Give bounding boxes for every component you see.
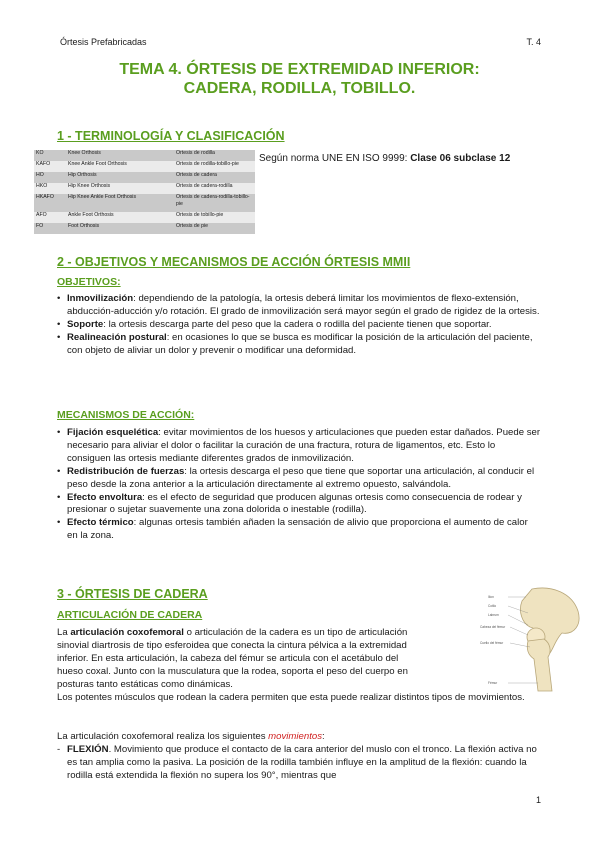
objetivos-heading: OBJETIVOS: (57, 276, 121, 288)
section2-heading: 2 - OBJETIVOS Y MECANISMOS DE ACCIÓN ÓRTESIS MMII (57, 255, 411, 269)
item-text: : dependiendo de la patología, la ortesis deberá limitar los movimientos de flexo-extensión, abducción-aducción y/o rotación. El grado de inmovilización será mayor según el grado de rigidez de la ortesis. (67, 293, 540, 317)
spanish-cell: Ortesis de cadera (176, 172, 217, 178)
document-title (0, 60, 599, 98)
item-text: : evitar movimientos de los huesos y articulaciones que pueden estar dañados. Puede ser necesario para aliviar el dolor o facilitar la curación de una fractura, rotura de ligamentos, etc. Esto lo consiguen las ortesis mediante diferentes grados de inmovilización. (67, 427, 541, 464)
paragraph-line (57, 627, 467, 640)
articulacion-paragraph (57, 627, 467, 692)
section1-heading: 1 - TERMINOLOGÍA Y CLASIFICACIÓN (57, 129, 285, 143)
english-cell: Hip Orthosis (68, 172, 97, 178)
norma-class: Clase 06 subclase 12 (410, 153, 511, 164)
bullet-icon: • (57, 293, 61, 304)
list-item (57, 332, 541, 358)
line-post: o articulación de la cadera es un tipo de articulación (183, 627, 408, 638)
table-row (34, 223, 255, 234)
movimientos-intro (57, 731, 541, 744)
abbr-cell: HKAFO (36, 194, 54, 200)
list-item (57, 427, 541, 466)
norma-text (259, 153, 510, 164)
bullet-icon: • (57, 318, 61, 330)
abbr-cell: HO (36, 172, 44, 178)
list-item (57, 492, 541, 518)
spanish-cell: Ortesis de cadera-rodilla (176, 183, 233, 189)
abbr-cell: FO (36, 223, 44, 229)
list-item (57, 466, 541, 492)
header-right: T. 4 (526, 37, 541, 47)
table-row (34, 150, 255, 161)
page-header (60, 37, 541, 47)
english-cell: Knee Orthosis (68, 150, 101, 156)
list-item (57, 293, 541, 319)
english-cell: Foot Orthosis (68, 223, 100, 229)
movimientos-intro-text: La articulación coxofemoral realiza los siguientes (57, 731, 269, 742)
item-text: : la ortesis descarga parte del peso que la cadera o rodilla del paciente tienen que soportar. (103, 318, 492, 330)
title-line-2: CADERA, RODILLA, TOBILLO. (183, 80, 416, 97)
abbr-cell: AFO (36, 212, 47, 218)
hip-label: Cuello del fémur (480, 641, 504, 645)
table-row (34, 172, 255, 183)
objetivos-list (57, 293, 541, 358)
item-term: Soporte (67, 318, 104, 330)
item-text: . Movimiento que produce el contacto de la cara anterior del muslo con el tronco. La flexión activa no es tan amplia como la pasiva. La posición de la rodilla también influye en la amplitud de la flexión: cuando la rodilla está extendida la flexión no supera los 90°, mientras que (67, 744, 537, 781)
line-pre: posturas tanto estáticas como dinámicas. (57, 678, 233, 690)
bullet-icon: • (57, 427, 61, 438)
line-pre: inferior. En esta articulación, la cabeza del fémur se articula con el acetábulo del (57, 652, 399, 664)
english-cell: Knee Ankle Foot Orthosis (68, 161, 127, 167)
abbr-cell: KO (36, 150, 44, 156)
abbr-cell: HKO (36, 183, 48, 189)
item-term: Efecto envoltura (67, 491, 143, 503)
list-item (57, 517, 541, 543)
section3-heading: 3 - ÓRTESIS DE CADERA (57, 587, 208, 601)
item-term: Inmovilización (67, 293, 134, 304)
item-term: Fijación esquelética (67, 427, 159, 438)
english-cell: Hip Knee Orthosis (68, 183, 111, 189)
line-pre: hueso coxal. Junto con la musculatura que la rodea, soporta el peso del cuerpo en (57, 665, 408, 677)
item-term: FLEXIÓN (67, 744, 109, 755)
spanish-cell: Ortesis de cadera-rodilla-tobillo-pie (176, 194, 250, 207)
item-term: Efecto térmico (67, 517, 134, 529)
table-row (34, 194, 255, 212)
hip-joint-illustration (474, 583, 584, 693)
line-pre: sinovial diartrosis de tipo esferoidea que conecta la cintura pélvica a la extremidad (57, 639, 407, 651)
spanish-cell: Ortesis de tobillo-pie (176, 212, 224, 218)
terminology-table (34, 150, 255, 234)
dash-icon: - (57, 744, 61, 755)
spanish-cell: Ortesis de pie (176, 223, 209, 229)
item-text: : en ocasiones lo que se busca es modificar la posición de la articulación del paciente, con objeto de aliviar un dolor y prevenir o modificar una deformidad. (67, 331, 533, 356)
spanish-cell: Ortesis de rodilla (176, 150, 215, 156)
line-pre: La (57, 627, 71, 638)
bullet-icon: • (57, 465, 61, 477)
bullet-icon: • (57, 491, 61, 503)
norma-prefix: Según norma UNE EN ISO 9999: (259, 153, 411, 164)
item-text: : es el efecto de seguridad que producen algunas ortesis como consecuencia de rodear y presionar o sujetar suavemente una zona dolorida o inestable (rodilla). (67, 491, 522, 516)
line-bold: articulación coxofemoral (70, 627, 184, 638)
movimientos-list (57, 744, 545, 783)
page-number: 1 (536, 795, 542, 805)
item-text: : algunas ortesis también añaden la sensación de alivio que proporciona el aumento de calor en la zona. (67, 517, 528, 542)
item-term: Realineación postural (67, 331, 167, 343)
header-left: Órtesis Prefabricadas (60, 37, 147, 47)
title-line-1: TEMA 4. ÓRTESIS DE EXTREMIDAD INFERIOR: (119, 61, 480, 78)
table-row (34, 161, 255, 172)
bullet-icon: • (57, 517, 61, 529)
movimientos-colon: : (322, 731, 325, 742)
table-row (34, 183, 255, 194)
list-item (57, 744, 545, 783)
english-cell: Ankle Foot Orthosis (68, 212, 114, 218)
hip-label: Fémur (488, 681, 498, 685)
spanish-cell: Ortesis de rodilla-tobillo-pie (176, 161, 239, 167)
mecanismos-list (57, 427, 541, 543)
mecanismos-heading: MECANISMOS DE ACCIÓN: (57, 409, 195, 421)
articulacion-heading: ARTICULACIÓN DE CADERA (57, 609, 203, 621)
movimientos-word: movimientos (268, 731, 323, 742)
english-cell: Hip Knee Ankle Foot Orthosis (68, 194, 137, 200)
table-row (34, 212, 255, 223)
hip-label: Ilion (488, 595, 494, 599)
bullet-icon: • (57, 331, 61, 343)
hip-label: Labrum (488, 613, 499, 617)
item-term: Redistribución de fuerzas (67, 465, 185, 477)
paragraph-line (57, 640, 467, 653)
hip-label: Cotilo (488, 604, 497, 608)
musculos-paragraph: Los potentes músculos que rodean la cadera permiten que esta puede realizar distintos tipos de movimientos. (57, 692, 525, 703)
paragraph-line (57, 666, 467, 679)
item-text: : la ortesis descarga el peso que tiene que soportar una articulación, al conducir el peso desde la zona anterior a la articulación directamente al extremo opuesto, salvándola. (67, 465, 535, 490)
hip-label: Cabeza del fémur (480, 625, 506, 629)
paragraph-line (57, 679, 467, 692)
abbr-cell: KAFO (36, 161, 51, 167)
list-item (57, 319, 541, 332)
paragraph-line (57, 653, 467, 666)
